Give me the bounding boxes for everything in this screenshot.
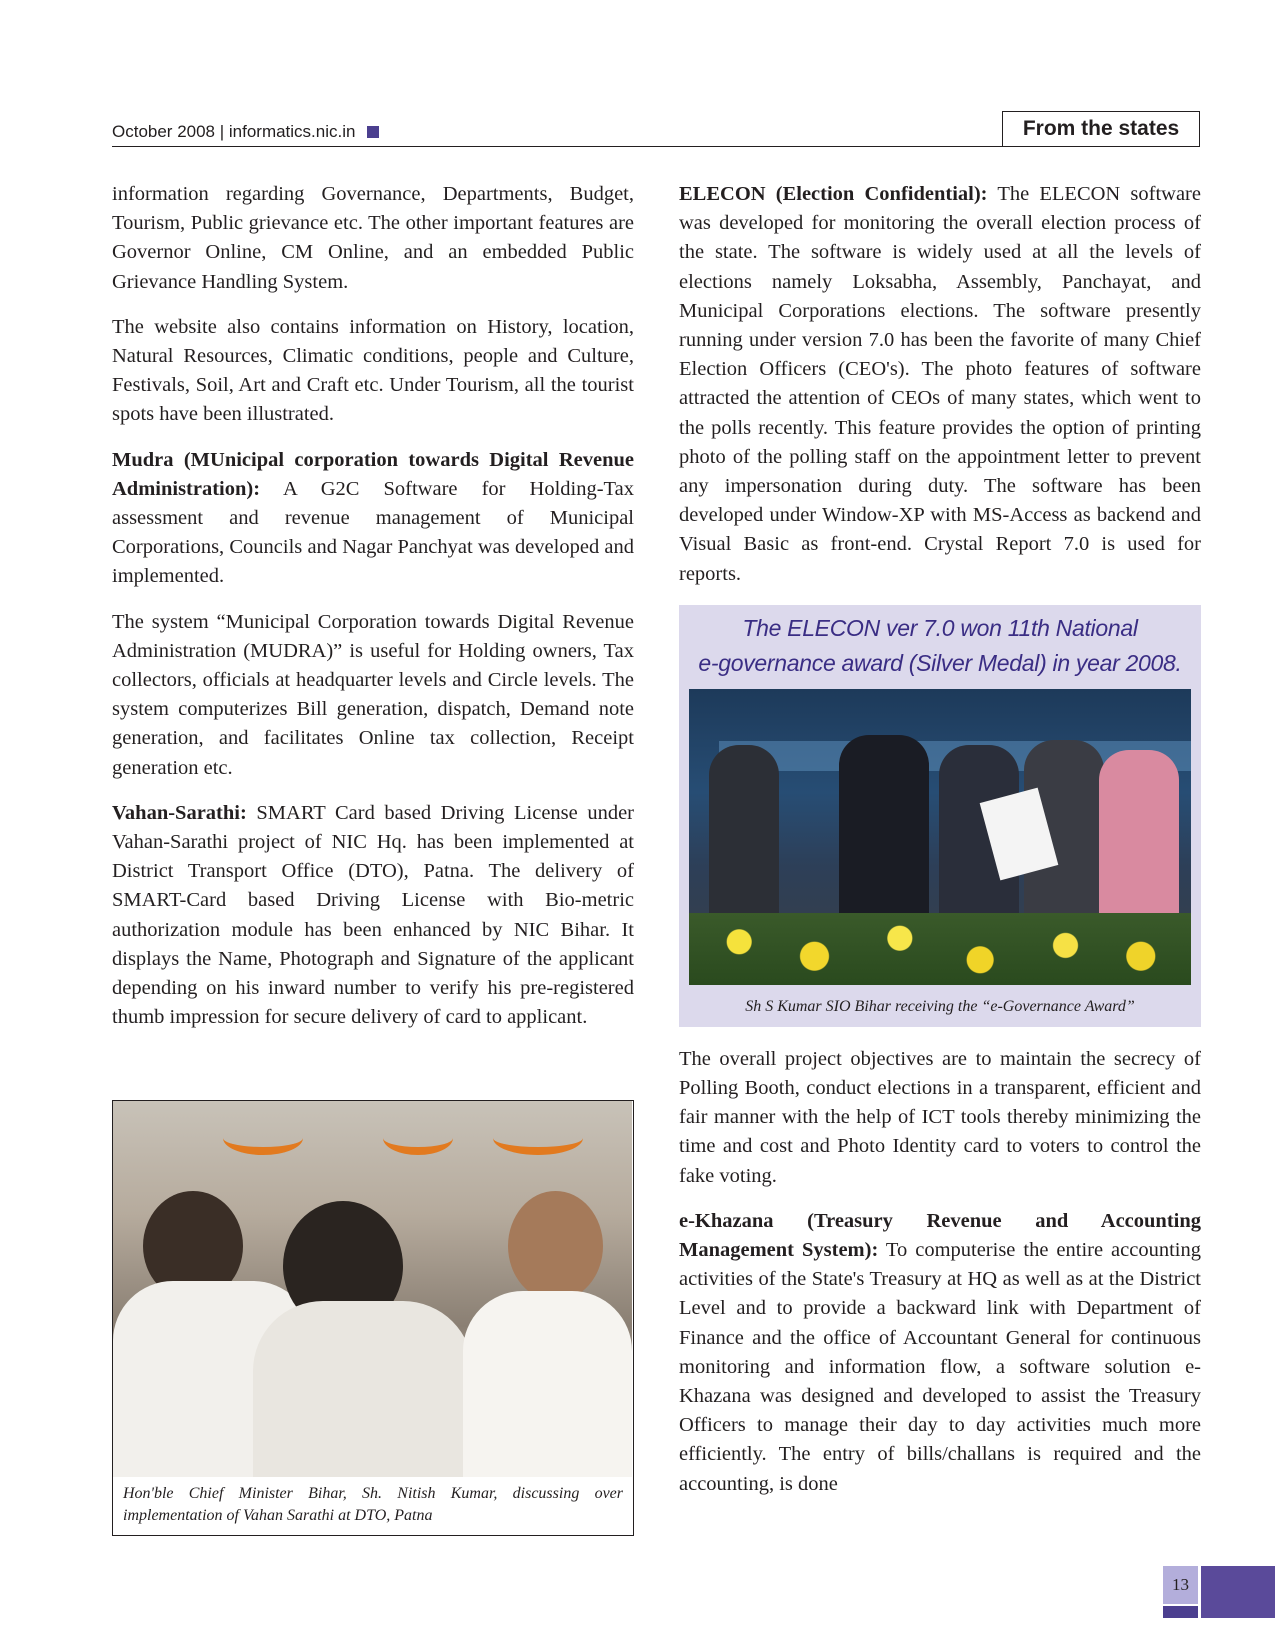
paragraph: The website also contains information on History, location, Natural Resources, Climatic conditions, people and Culture, Festivals, Soil, Art and Craft etc. Under Tourism, all the tourist spots have been illustrated. [112, 315, 634, 426]
issue-and-site [112, 122, 379, 142]
mudra-paragraph [112, 446, 634, 592]
paragraph-text: SMART Card based Driving License under Vahan-Sarathi project of NIC Hq. has been implemented at District Transport Office (DTO), Patna. The delivery of SMART-Card based Driving License with Bio-metric authorization module has been enhanced by NIC Bihar. It displays the Name, Photograph and Signature of the applicant depending on his inward number to verify his pre-registered thumb impression for secure delivery of card to applicant. [112, 801, 634, 1029]
flower-arrangement [689, 913, 1191, 985]
person-head [508, 1191, 603, 1301]
paragraph-text: The ELECON software was developed for monitoring the overall election process of the state. The software is widely used at all the levels of elections namely Loksabha, Assembly, Panchayat, and Municipal Corporations elections. The software presently running under version 7.0 has been the favorite of many Chief Election Officers (CEO's). The photo features of software attracted the attention of CEOs of many states, which went to the polls recently. This feature provides the option of printing photo of the polling staff on the appointment letter to prevent any impersonation during duty. The software has been developed under Window-XP with MS-Access as backend and Visual Basic as front-end. Crystal Report 7.0 is used for reports. [679, 183, 1201, 585]
page-number: 13 [1163, 1566, 1198, 1604]
square-bullet-icon [367, 126, 379, 138]
garland-decoration [383, 1121, 453, 1155]
right-column [679, 180, 1201, 1515]
award-photo [689, 689, 1191, 985]
elecon-heading: ELECON (Election Confidential): [679, 183, 988, 205]
ekhazana-heading: e-Khazana (Treasury Revenue and Accounting Management System): [679, 1209, 1201, 1262]
ekhazana-paragraph [679, 1207, 1201, 1499]
award-photo-caption: Sh S Kumar SIO Bihar receiving the “e-Governance Award” [745, 997, 1135, 1015]
award-title-line1: The ELECON ver 7.0 won 11th National [742, 614, 1138, 641]
page-corner-block [1201, 1566, 1275, 1618]
person-body [463, 1291, 632, 1477]
paragraph-text: A G2C Software for Holding-Tax assessment and revenue management of Municipal Corporations, Councils and Nagar Panchyat was developed and implemented. [112, 477, 634, 588]
vahan-paragraph [112, 799, 634, 1033]
issue-date-site-text: October 2008 | informatics.nic.in [112, 122, 356, 141]
vahan-heading: Vahan-Sarathi: [112, 801, 247, 824]
page-number-accent [1163, 1606, 1198, 1618]
dto-photo-caption: Hon'ble Chief Minister Bihar, Sh. Nitish Kumar, discussing over implementation of Vahan Sarathi at DTO, Patna [123, 1485, 623, 1524]
header-divider [112, 146, 1200, 147]
section-title: From the states [1002, 111, 1200, 147]
person-body [253, 1301, 473, 1477]
paragraph: The overall project objectives are to maintain the secrecy of Polling Booth, conduct elections in a transparent, efficient and fair manner with the help of ICT tools thereby minimizing the time and cost and Photo Identity card to voters to control the fake voting. [679, 1047, 1201, 1187]
dto-photo-figure [112, 1100, 634, 1536]
mudra-heading: Mudra (MUnicipal corporation towards Digital Revenue Administration): [112, 448, 634, 500]
left-column [112, 180, 634, 1048]
garland-decoration [493, 1121, 583, 1155]
award-title-line2: e-governance award (Silver Medal) in year 2008. [698, 649, 1182, 676]
paragraph-text: To computerise the entire accounting activities of the State's Treasury at HQ as well as at the District Level and to provide a backward link with Department of Finance and the office of Accountant General for continuous monitoring and information flow, a software solution e-Khazana was designed and developed to assist the Treasury Officers to manage their day to day activities much more efficiently. The entry of bills/challans is required and the accounting, is done [679, 1239, 1201, 1495]
paragraph: information regarding Governance, Departments, Budget, Tourism, Public grievance etc. The other important features are Governor Online, CM Online, and an embedded Public Grievance Handling System. [112, 183, 634, 293]
award-highlight-box [679, 605, 1201, 1027]
garland-decoration [223, 1121, 303, 1155]
dto-photo [113, 1101, 632, 1477]
elecon-paragraph [679, 180, 1201, 589]
paragraph: The system “Municipal Corporation towards Digital Revenue Administration (MUDRA)” is useful for Holding owners, Tax collectors, officials at headquarter levels and Circle levels. The system computerizes Bill generation, dispatch, Demand note generation, and facilitates Online tax collection, Receipt generation etc. [112, 610, 634, 779]
